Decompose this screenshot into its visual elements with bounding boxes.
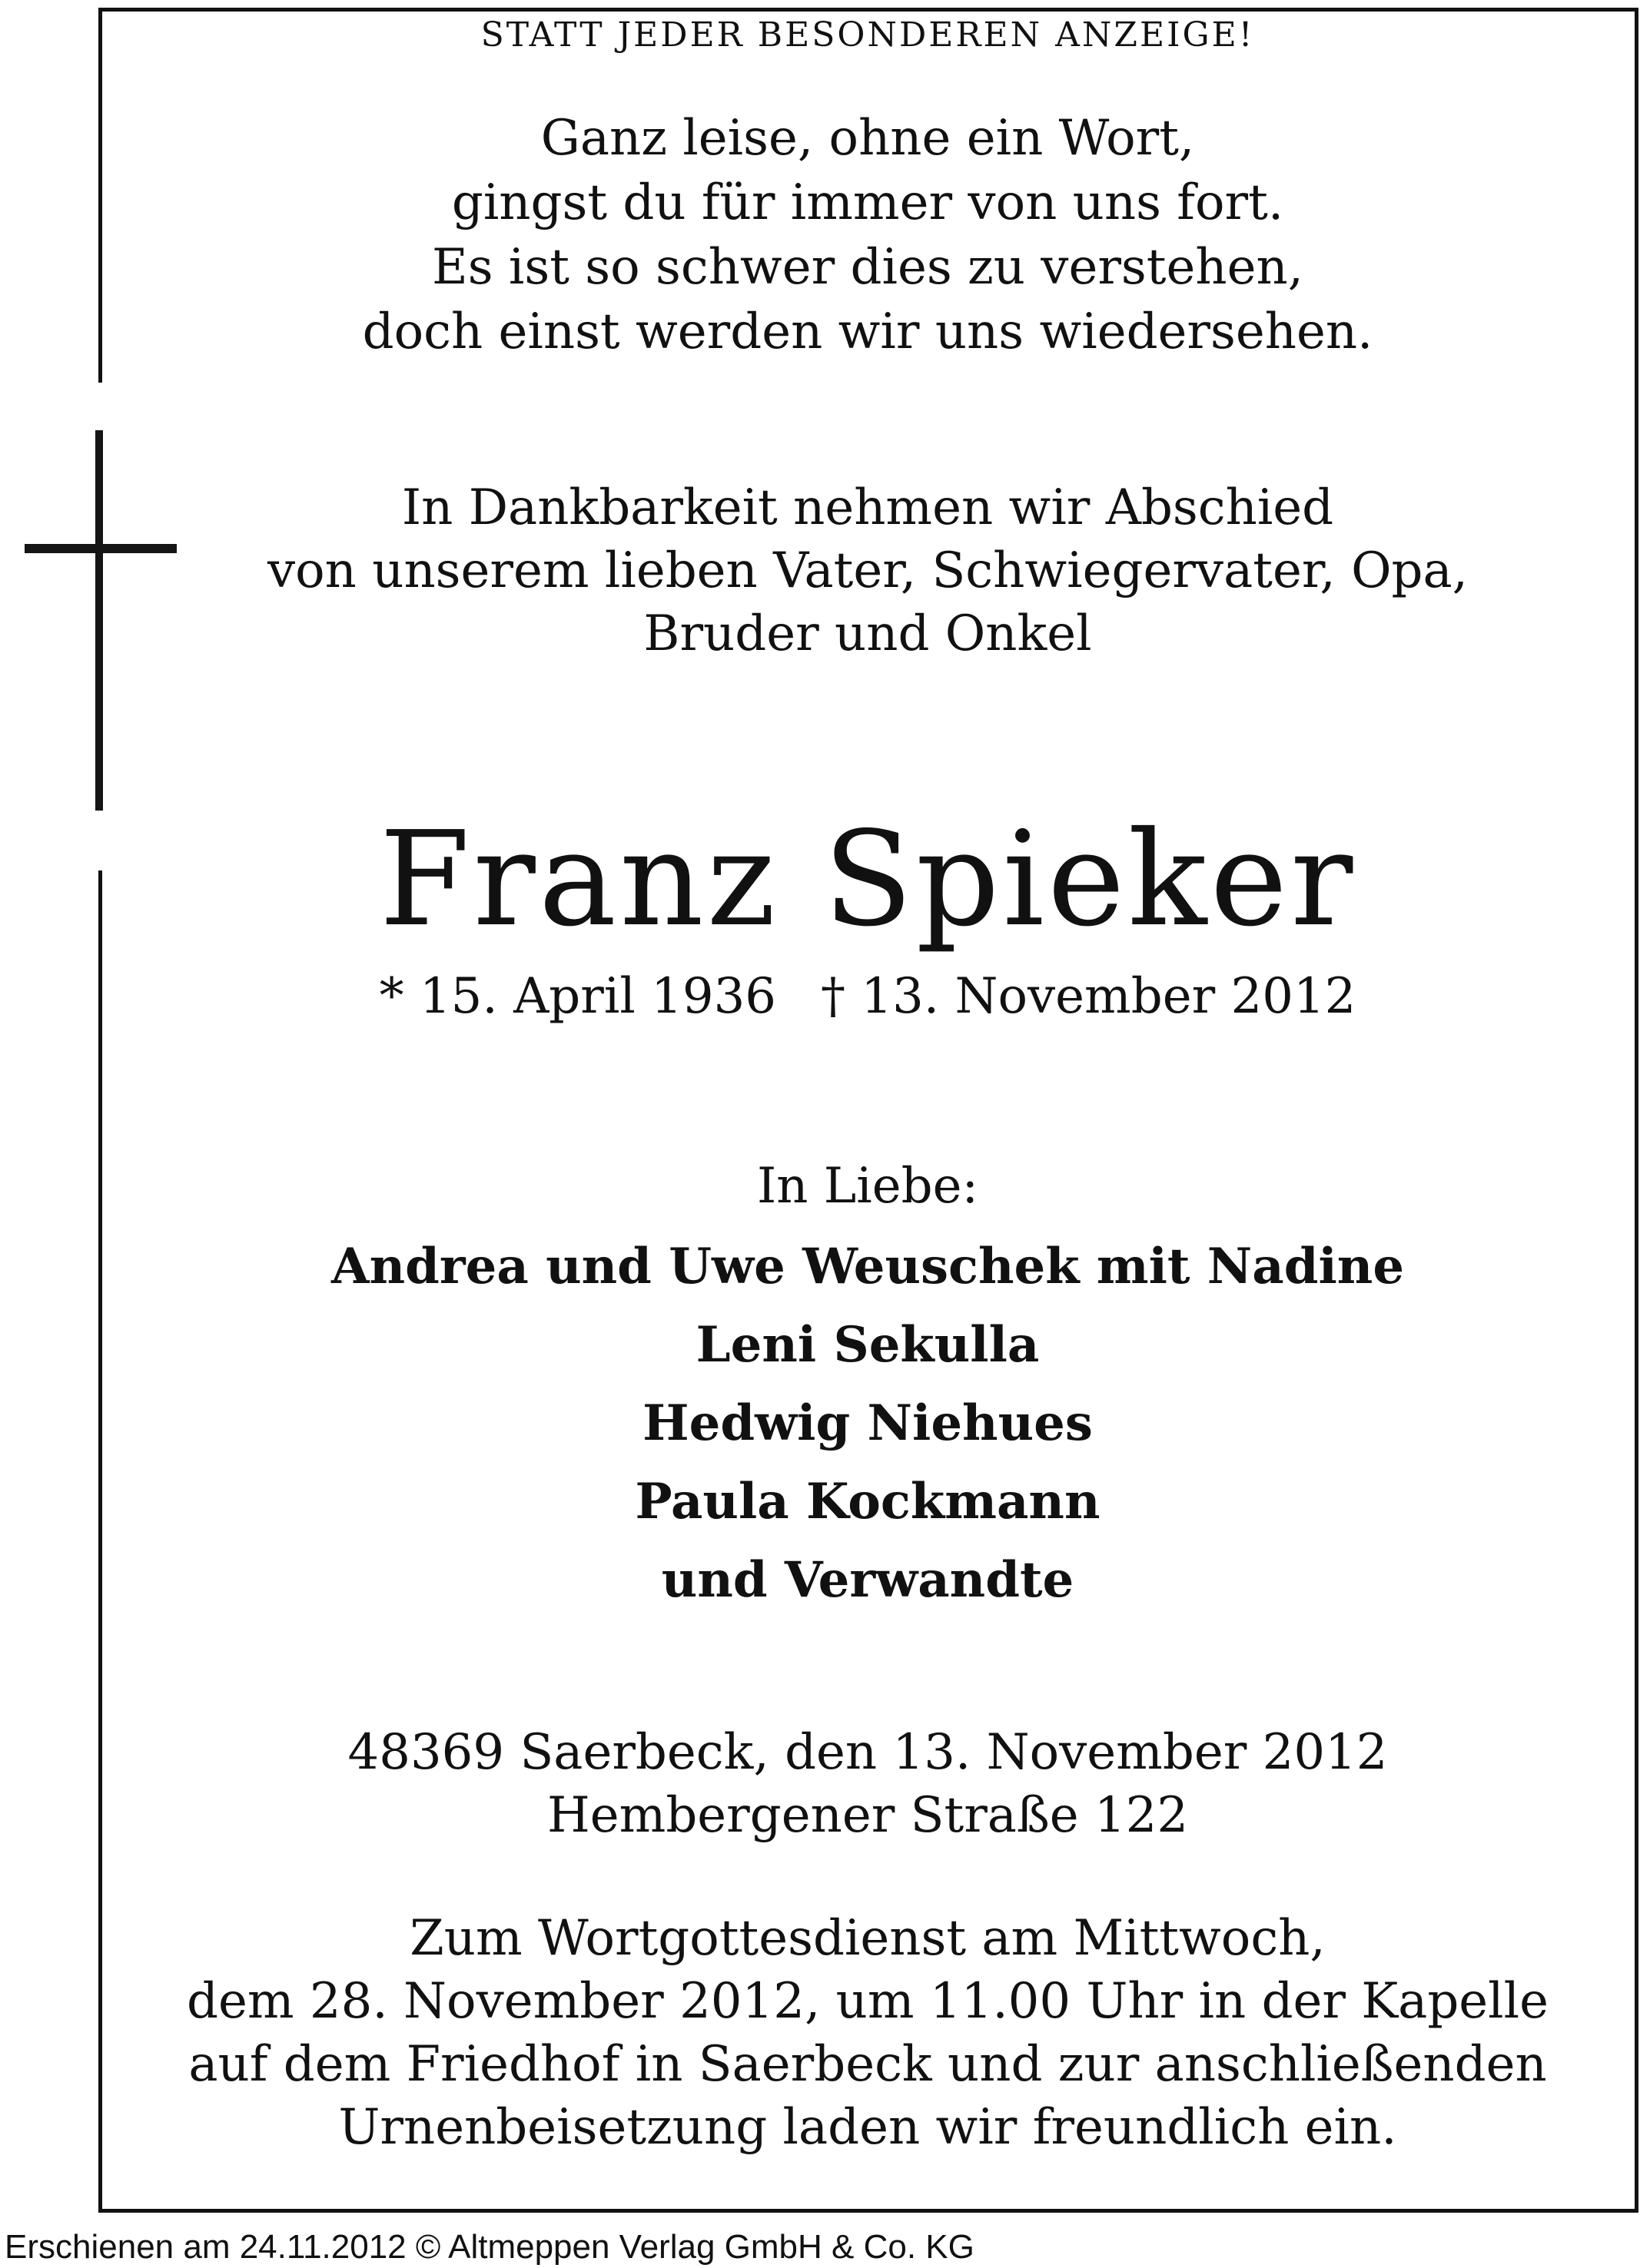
mourner-name: und Verwandte [661,1551,1074,1609]
intro-line: In Dankbarkeit nehmen wir Abschied [401,479,1334,536]
service-line: auf dem Friedhof in Saerbeck und zur anschließenden [188,2036,1547,2093]
poem-line: Es ist so schwer dies zu verstehen, [432,239,1303,296]
memorial-poem [101,106,1634,364]
service-line: dem 28. November 2012, um 11.00 Uhr in der Kapelle [187,1973,1549,2030]
deceased-name: Franz Spieker [379,804,1356,956]
service-line: Urnenbeisetzung laden wir freundlich ein. [338,2099,1397,2156]
life-dates [101,964,1634,1029]
mourner-name: Hedwig Niehues [642,1394,1093,1452]
intro-line: Bruder und Onkel [643,605,1092,662]
mourner-name: Paula Kockmann [635,1473,1101,1530]
poem-line: doch einst werden wir uns wiedersehen. [362,303,1373,360]
place-line: 48369 Saerbeck, den 13. November 2012 [347,1724,1388,1781]
service-line: Zum Wortgottesdienst am Mittwoch, [410,1910,1326,1967]
publication-footer: Erschienen am 24.11.2012 © Altmeppen Verlag GmbH & Co. KG [5,2228,974,2266]
intro-line: von unserem lieben Vater, Schwiegervater, Opa, [267,542,1469,599]
mourner-name: Andrea und Uwe Weuschek mit Nadine [330,1238,1405,1295]
address-line: Hembergener Straße 122 [546,1787,1189,1844]
frame-bottom-border [98,2209,1638,2213]
poem-line: gingst du für immer von uns fort. [451,174,1284,231]
mourner-name: Leni Sekulla [696,1316,1040,1374]
service-invitation [101,1907,1634,2159]
frame-top-border [98,8,1638,12]
notice-heading: STATT JEDER BESONDEREN ANZEIGE! [480,15,1255,55]
death-date: † 13. November 2012 [821,968,1356,1025]
mourners-label: In Liebe: [756,1158,979,1215]
place-and-date [101,1721,1634,1847]
mourners-list [101,1228,1634,1620]
frame-right-border [1635,8,1638,2213]
farewell-intro [101,476,1634,665]
poem-line: Ganz leise, ohne ein Wort, [540,110,1195,167]
birth-date: * 15. April 1936 [379,968,777,1025]
